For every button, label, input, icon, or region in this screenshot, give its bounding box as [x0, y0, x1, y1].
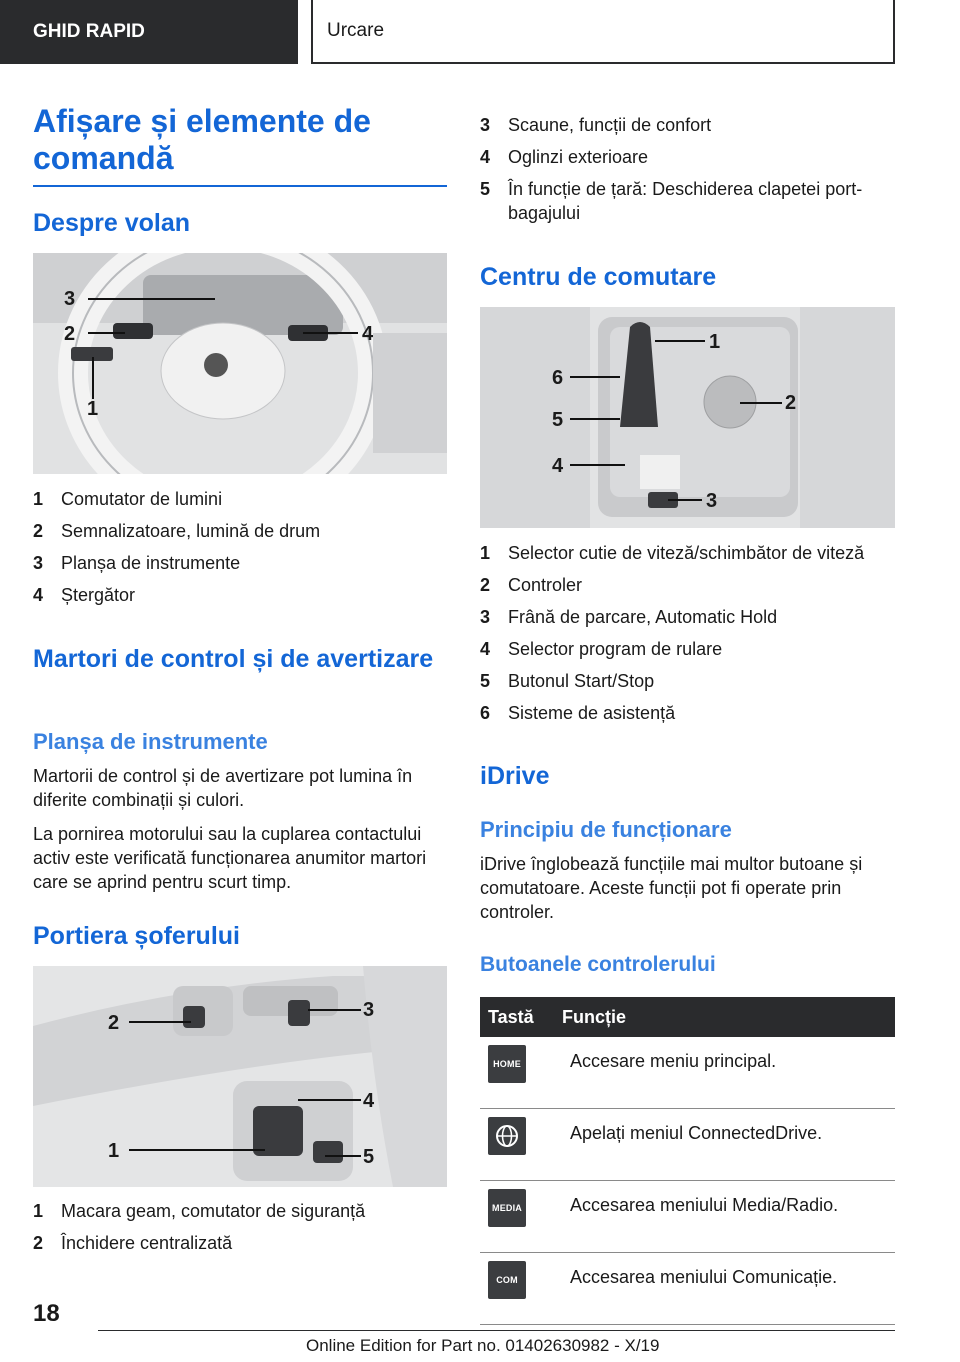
indicators-heading: Martori de control și de avertizare: [33, 645, 434, 673]
console-callout: 3: [706, 490, 718, 512]
steering-callout: 1: [87, 398, 99, 420]
list-item: 5 Butonul Start/Stop: [480, 671, 655, 691]
page-number: 18: [33, 1300, 60, 1327]
center-console-image: [480, 307, 895, 528]
steering-heading: Despre volan: [33, 209, 191, 237]
idrive-subheading: Principiu de funcționare: [480, 817, 732, 842]
door-list: [33, 1199, 447, 1263]
list-item: 6 Sisteme de asistență: [480, 703, 676, 723]
list-item: 4 Ștergător: [33, 585, 136, 605]
footer-divider: [98, 1330, 895, 1331]
steering-list: [33, 487, 447, 615]
door-callout: 4: [363, 1090, 375, 1112]
console-callout: 2: [785, 392, 797, 414]
key-function: Accesare meniu principal.: [554, 1037, 895, 1109]
list-item: 2 Controler: [480, 575, 583, 595]
console-callout: 4: [552, 455, 564, 477]
list-item: 3 Planșa de instrumente: [33, 553, 241, 573]
console-heading: Centru de comutare: [480, 263, 717, 291]
table-row: [480, 1037, 895, 1109]
list-item: 5 În funcție de țară: Deschiderea clapetei port-bagajului: [480, 179, 863, 223]
door-callout: 2: [108, 1012, 120, 1034]
main-title: Afișare și elemente de comandă: [33, 103, 447, 187]
door-callout: 3: [363, 999, 375, 1021]
key-function: Accesarea meniului Media/Radio.: [554, 1181, 895, 1253]
table-row: [480, 1109, 895, 1181]
section-label: GHID RAPID: [33, 21, 145, 42]
door-list-continued: [480, 113, 895, 233]
table-row: [480, 1181, 895, 1253]
console-list: [480, 541, 895, 733]
list-item: 2 Închidere centralizată: [33, 1233, 233, 1253]
list-item: 1 Selector cutie de viteză/schimbător de viteză: [480, 543, 865, 563]
table-row: [480, 1253, 895, 1325]
chapter-label: Urcare: [327, 20, 385, 41]
idrive-heading: iDrive: [480, 762, 550, 790]
com-key-icon: COM: [488, 1261, 526, 1299]
door-heading: Portiera șoferului: [33, 922, 240, 950]
list-item: 4 Selector program de rulare: [480, 639, 723, 659]
door-callout: 5: [363, 1146, 375, 1168]
col-function-header: Funcție: [554, 997, 895, 1037]
console-callout: 1: [709, 331, 721, 353]
idrive-paragraph: iDrive înglobează funcțiile mai multor butoane și comutatoare. Aceste funcții pot fi operate prin controler.: [480, 854, 863, 922]
list-item: 1 Macara geam, comutator de siguranță: [33, 1201, 366, 1221]
connecteddrive-key-icon: [488, 1117, 526, 1155]
edition-note: Online Edition for Part no. 01402630982 - X/19: [306, 1336, 660, 1355]
console-callout: 6: [552, 367, 564, 389]
driver-door-image: [33, 966, 447, 1187]
console-callout: 5: [552, 409, 564, 431]
key-function: Apelați meniul ConnectedDrive.: [554, 1109, 895, 1181]
list-item: 2 Semnalizatoare, lumină de drum: [33, 521, 321, 541]
controller-buttons-heading: Butoanele controlerului: [480, 953, 716, 976]
controller-buttons-table: [480, 997, 895, 1325]
section-tab: [0, 0, 298, 64]
steering-callout: 4: [362, 323, 374, 345]
media-key-icon: MEDIA: [488, 1189, 526, 1227]
steering-callout: 2: [64, 323, 76, 345]
key-function: Accesarea meniului Comunicație.: [554, 1253, 895, 1325]
indicators-paragraph-1: Martorii de control și de avertizare pot lumina în diferite combinații și culori.: [33, 766, 413, 810]
list-item: 3 Frână de parcare, Automatic Hold: [480, 607, 778, 627]
indicators-subheading: Planșa de instrumente: [33, 729, 268, 754]
door-callout: 1: [108, 1140, 120, 1162]
list-item: 3 Scaune, funcții de confort: [480, 115, 712, 135]
list-item: 4 Oglinzi exterioare: [480, 147, 649, 167]
indicators-paragraph-2: La pornirea motorului sau la cuplarea contactului activ este verificată funcționarea anumitor martori care se aprind pentru scurt timp.: [33, 824, 427, 892]
home-key-icon: HOME: [488, 1045, 526, 1083]
list-item: 1 Comutator de lumini: [33, 489, 223, 509]
table-header-row: [480, 997, 895, 1037]
chapter-tab: [311, 0, 895, 64]
steering-callout: 3: [64, 288, 76, 310]
steering-wheel-image: [33, 253, 447, 474]
col-key-header: Tastă: [480, 997, 554, 1037]
